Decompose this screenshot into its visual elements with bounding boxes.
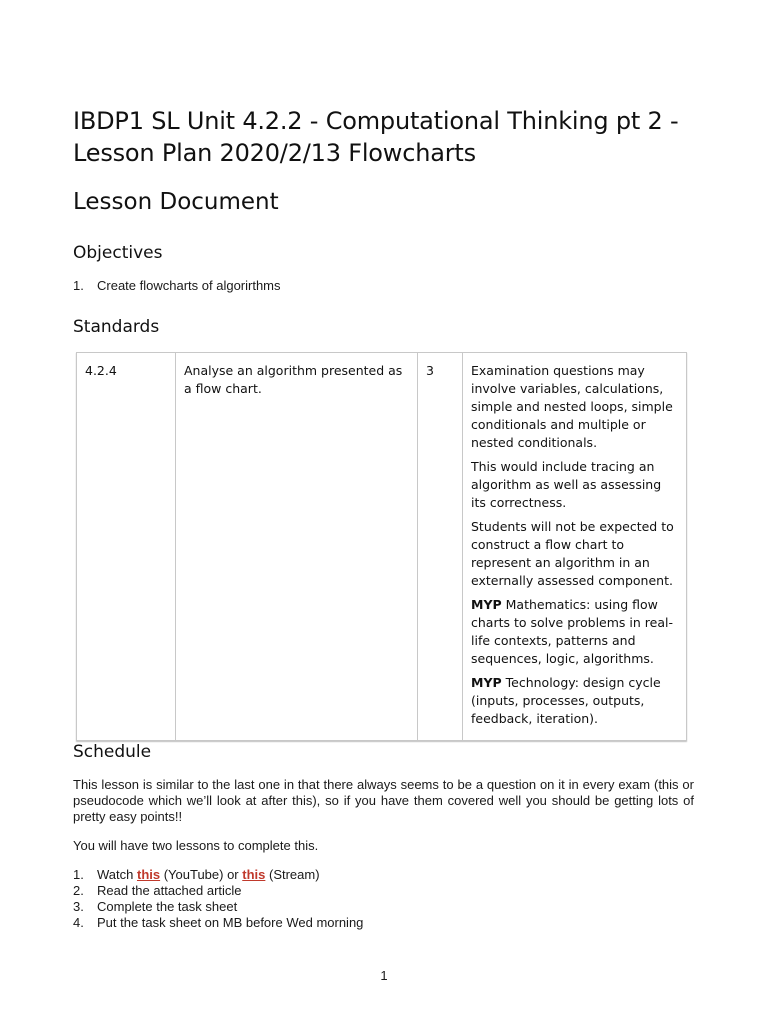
list-number: 4. [73, 915, 84, 930]
stream-link[interactable]: this [242, 867, 266, 882]
list-item [73, 867, 363, 883]
list-text: Complete the task sheet [97, 899, 238, 914]
list-number: 2. [73, 883, 84, 898]
standards-table [76, 352, 687, 741]
standard-notes [463, 353, 687, 741]
myp-label: MYP [471, 597, 502, 612]
page-title [73, 105, 733, 169]
list-number: 1. [73, 278, 84, 293]
document-heading: Lesson Document [73, 189, 279, 215]
table-row [77, 353, 687, 741]
myp-text: Technology: design cycle (inputs, processes, outputs, feedback, iteration). [471, 675, 661, 726]
list-text: Read the attached article [97, 883, 242, 898]
list-item [73, 899, 363, 915]
standard-description: Analyse an algorithm presented as a flow chart. [176, 353, 418, 741]
schedule-paragraph: This lesson is similar to the last one in that there always seems to be a question on it in every exam (this or pseudocode which we’ll look at after this), so if you have them covered well you should be getting lots of pretty easy points!! [73, 777, 694, 824]
list-number: 3. [73, 899, 84, 914]
step-text: (Stream) [265, 867, 320, 882]
schedule-paragraph-2: You will have two lessons to complete this. [73, 838, 319, 853]
list-text: Put the task sheet on MB before Wed morning [97, 915, 364, 930]
objectives-heading: Objectives [73, 243, 163, 263]
list-item [73, 915, 363, 931]
list-text: Create flowcharts of algorirthms [97, 278, 281, 293]
myp-math-note [471, 596, 678, 668]
step-text: (YouTube) or [160, 867, 243, 882]
objectives-list [73, 278, 281, 294]
list-item [73, 278, 281, 294]
standards-heading: Standards [73, 317, 160, 337]
step-text: Watch [97, 867, 137, 882]
myp-label: MYP [471, 675, 502, 690]
standard-level: 3 [418, 353, 463, 741]
standard-code: 4.2.4 [77, 353, 176, 741]
page-number: 1 [380, 968, 388, 983]
schedule-steps [73, 867, 363, 931]
schedule-heading: Schedule [73, 742, 152, 762]
list-number: 1. [73, 867, 84, 882]
myp-tech-note [471, 674, 678, 728]
myp-text: Mathematics: using flow charts to solve problems in real-life contexts, patterns and sequences, logic, algorithms. [471, 597, 673, 666]
note-paragraph: Examination questions may involve variables, calculations, simple and nested loops, simple conditionals and multiple or nested conditionals. [471, 363, 673, 450]
title-line-1: IBDP1 SL Unit 4.2.2 - Computational Thinking pt 2 - [73, 107, 679, 135]
youtube-link[interactable]: this [136, 867, 161, 882]
list-item [73, 883, 363, 899]
note-paragraph: This would include tracing an algorithm as well as assessing its correctness. [471, 459, 662, 510]
note-paragraph: Students will not be expected to construct a flow chart to represent an algorithm in an externally assessed component. [471, 519, 674, 588]
title-line-2: Lesson Plan 2020/2/13 Flowcharts [73, 139, 476, 167]
